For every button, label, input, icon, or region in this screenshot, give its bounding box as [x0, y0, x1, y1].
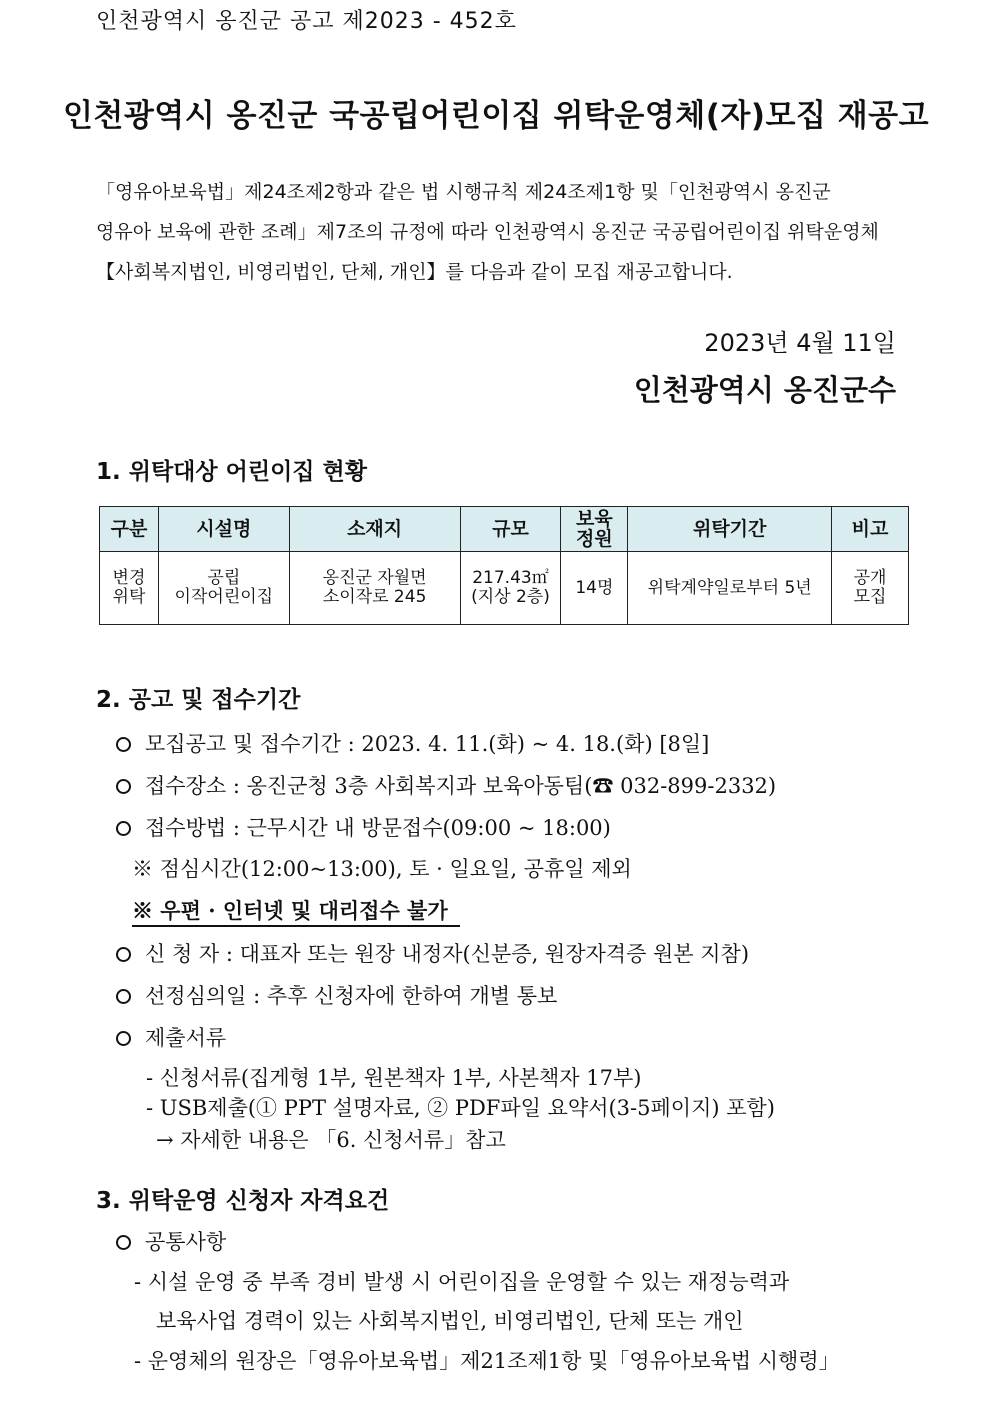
cell-note — [832, 552, 909, 625]
bullet-circle-icon — [116, 779, 131, 794]
page-title: 인천광역시 옹진군 국공립어린이집 위탁운영체(자)모집 재공고 — [62, 98, 930, 134]
cell-facility — [158, 552, 289, 625]
cell-line: 이작어린이집 — [174, 587, 274, 607]
cell-size — [460, 552, 561, 625]
cell-line: 217.43㎡ — [472, 568, 549, 588]
col-header-period: 위탁기간 — [628, 507, 832, 552]
bullet-circle-icon — [116, 1031, 131, 1046]
intro-line: 영유아 보육에 관한 조례」제7조의 규정에 따라 인천광역시 옹진군 국공립어린이집 위탁운영체 — [96, 221, 879, 243]
notice-date: 2023년 4월 11일 — [704, 329, 896, 357]
item-place — [116, 770, 776, 800]
cell-period: 위탁계약일로부터 5년 — [628, 552, 832, 625]
item-text: 신 청 자 : 대표자 또는 원장 내정자(신분증, 원장자격증 원본 지참) — [145, 942, 750, 966]
col-header-note: 비고 — [832, 507, 909, 552]
bullet-circle-icon — [116, 989, 131, 1004]
lunch-note: ※ 점심시간(12:00~13:00), 토 · 일요일, 공휴일 제외 — [132, 857, 632, 881]
intro-line: 「영유아보육법」제24조제2항과 같은 법 시행규칙 제24조제1항 및「인천광역시 옹진군 — [96, 181, 831, 203]
item-common — [116, 1226, 226, 1256]
item-docs — [116, 1022, 226, 1052]
cell-line: 공개 — [853, 568, 887, 588]
col-header-capacity: 보육 정원 — [561, 507, 628, 552]
cell-line: 위탁 — [112, 587, 146, 607]
common-line-1b: 보육사업 경력이 있는 사회복지법인, 비영리법인, 단체 또는 개인 — [156, 1309, 744, 1333]
item-review — [116, 980, 557, 1010]
section-1-heading: 1. 위탁대상 어린이집 현황 — [96, 459, 367, 485]
no-mail-note — [132, 895, 460, 925]
notice-number: 인천광역시 옹진군 공고 제2023 - 452호 — [96, 9, 517, 34]
cell-line: (지상 2층) — [471, 587, 550, 607]
item-text: 모집공고 및 접수기간 : 2023. 4. 11.(화) ~ 4. 18.(화) [8일] — [145, 732, 710, 756]
cell-capacity: 14명 — [561, 552, 628, 625]
item-text: 접수방법 : 근무시간 내 방문접수(09:00 ~ 18:00) — [145, 816, 611, 840]
item-text: 접수장소 : 옹진군청 3층 사회복지과 보육아동팀(☎ 032-899-2332) — [145, 774, 777, 798]
table-header-row — [100, 507, 909, 552]
cell-type — [100, 552, 159, 625]
item-text: 제출서류 — [145, 1026, 227, 1050]
section-2-heading: 2. 공고 및 접수기간 — [96, 687, 301, 713]
docs-line-2: - USB제출(① PPT 설명자료, ② PDF파일 요약서(3-5페이지) 포함) — [146, 1096, 775, 1120]
col-header-facility: 시설명 — [158, 507, 289, 552]
docs-line-3: → 자세한 내용은 「6. 신청서류」참고 — [156, 1128, 506, 1152]
docs-line-1: - 신청서류(집게형 1부, 원본책자 1부, 사본책자 17부) — [146, 1066, 642, 1090]
item-period — [116, 728, 709, 758]
bullet-circle-icon — [116, 1235, 131, 1250]
issuer: 인천광역시 옹진군수 — [633, 373, 896, 407]
bullet-circle-icon — [116, 947, 131, 962]
item-text: 선정심의일 : 추후 신청자에 한하여 개별 통보 — [145, 984, 558, 1008]
section-3-heading: 3. 위탁운영 신청자 자격요건 — [96, 1188, 390, 1214]
item-applicant — [116, 938, 749, 968]
table-row — [100, 552, 909, 625]
cell-line: 소이작로 245 — [322, 587, 427, 607]
cell-line: 옹진군 자월면 — [322, 568, 427, 588]
bullet-circle-icon — [116, 737, 131, 752]
intro-line: 【사회복지법인, 비영리법인, 단체, 개인】를 다음과 같이 모집 재공고합니다. — [96, 261, 733, 283]
col-header-location: 소재지 — [289, 507, 460, 552]
intro-paragraph — [96, 172, 906, 292]
cell-line: 변경 — [112, 568, 146, 588]
common-line-2: - 운영체의 원장은「영유아보육법」제21조제1항 및「영유아보육법 시행령」 — [134, 1349, 840, 1373]
no-mail-text: ※ 우편 · 인터넷 및 대리접수 불가 — [132, 898, 460, 927]
bullet-circle-icon — [116, 821, 131, 836]
cell-line: 모집 — [853, 587, 887, 607]
facility-table — [99, 506, 909, 625]
common-line-1a: - 시설 운영 중 부족 경비 발생 시 어린이집을 운영할 수 있는 재정능력과 — [134, 1270, 790, 1294]
item-method — [116, 812, 611, 842]
col-header-type: 구분 — [100, 507, 159, 552]
cell-line: 공립 — [207, 568, 241, 588]
item-text: 공통사항 — [145, 1230, 227, 1254]
col-header-size: 규모 — [460, 507, 561, 552]
cell-location — [289, 552, 460, 625]
